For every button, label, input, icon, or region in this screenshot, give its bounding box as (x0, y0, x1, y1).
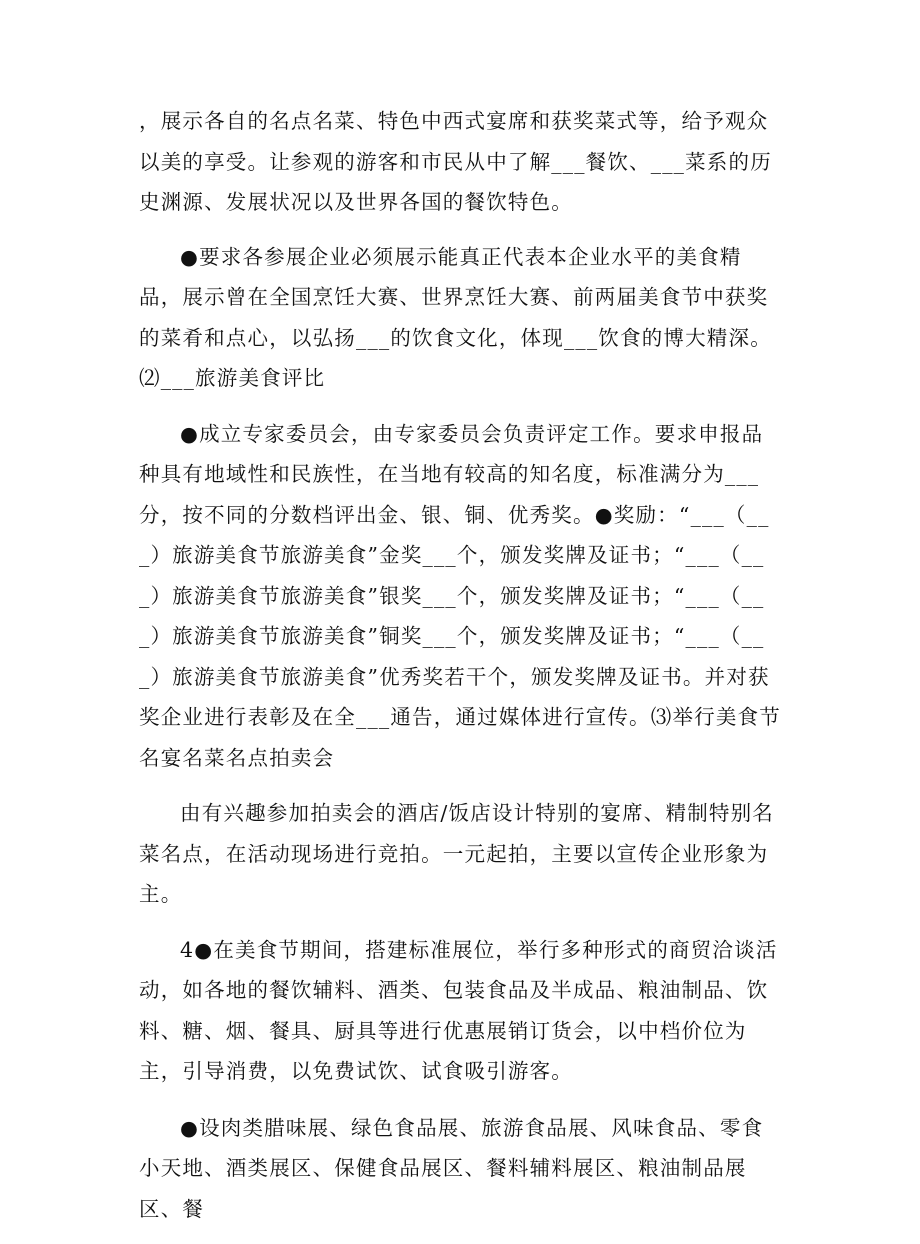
document-body (139, 101, 784, 1244)
paragraph-expert-committee: ●成立专家委员会，由专家委员会负责评定工作。要求申报品种具有地域性和民族性，在当地有较高的知名度，标准满分为___分，按不同的分数档评出金、银、铜、优秀奖。●奖励：“___（___）旅游美食节旅游美食”金奖___个，颁发奖牌及证书；“___（___）旅游美食节旅游美食”银奖___个，颁发奖牌及证书；“___（___）旅游美食节旅游美食”铜奖___个，颁发奖牌及证书；“___（___）旅游美食节旅游美食”优秀奖若干个，颁发奖牌及证书。并对获奖企业进行表彰及在全___通告，通过媒体进行宣传。⑶举行美食节名宴名菜名点拍卖会 (139, 421, 781, 770)
paragraph-auction: 由有兴趣参加拍卖会的酒店/饭店设计特别的宴席、精制特别名菜名点，在活动现场进行竞拍。一元起拍，主要以宣传企业形象为主。 (139, 801, 775, 906)
paragraph-trade-fair: 4●在美食节期间，搭建标准展位，举行多种形式的商贸洽谈活动，如各地的餐饮辅料、酒类、包装食品及半成品、粮油制品、饮料、糖、烟、餐具、厨具等进行优惠展销订货会，以中档价位为主，引导消费，以免费试饮、试食吸引游客。 (139, 937, 778, 1083)
paragraph-continuation: ，展示各自的名点名菜、特色中西式宴席和获奖菜式等，给予观众以美的享受。让参观的游客和市民从中了解___餐饮、___菜系的历史渊源、发展状况以及世界各国的餐饮特色。 (139, 109, 772, 214)
paragraph-exhibit-zones: ●设肉类腊味展、绿色食品展、旅游食品展、风味食品、零食小天地、酒类展区、保健食品展区、餐料辅料展区、粮油制品展区、餐 (139, 1115, 764, 1221)
paragraph-exhibit-requirement: ●要求各参展企业必须展示能真正代表本企业水平的美食精品，展示曾在全国烹饪大赛、世界烹饪大赛、前两届美食节中获奖的菜肴和点心，以弘扬___的饮食文化，体现___饮食的博大精深。⑵___旅游美食评比 (139, 244, 772, 390)
